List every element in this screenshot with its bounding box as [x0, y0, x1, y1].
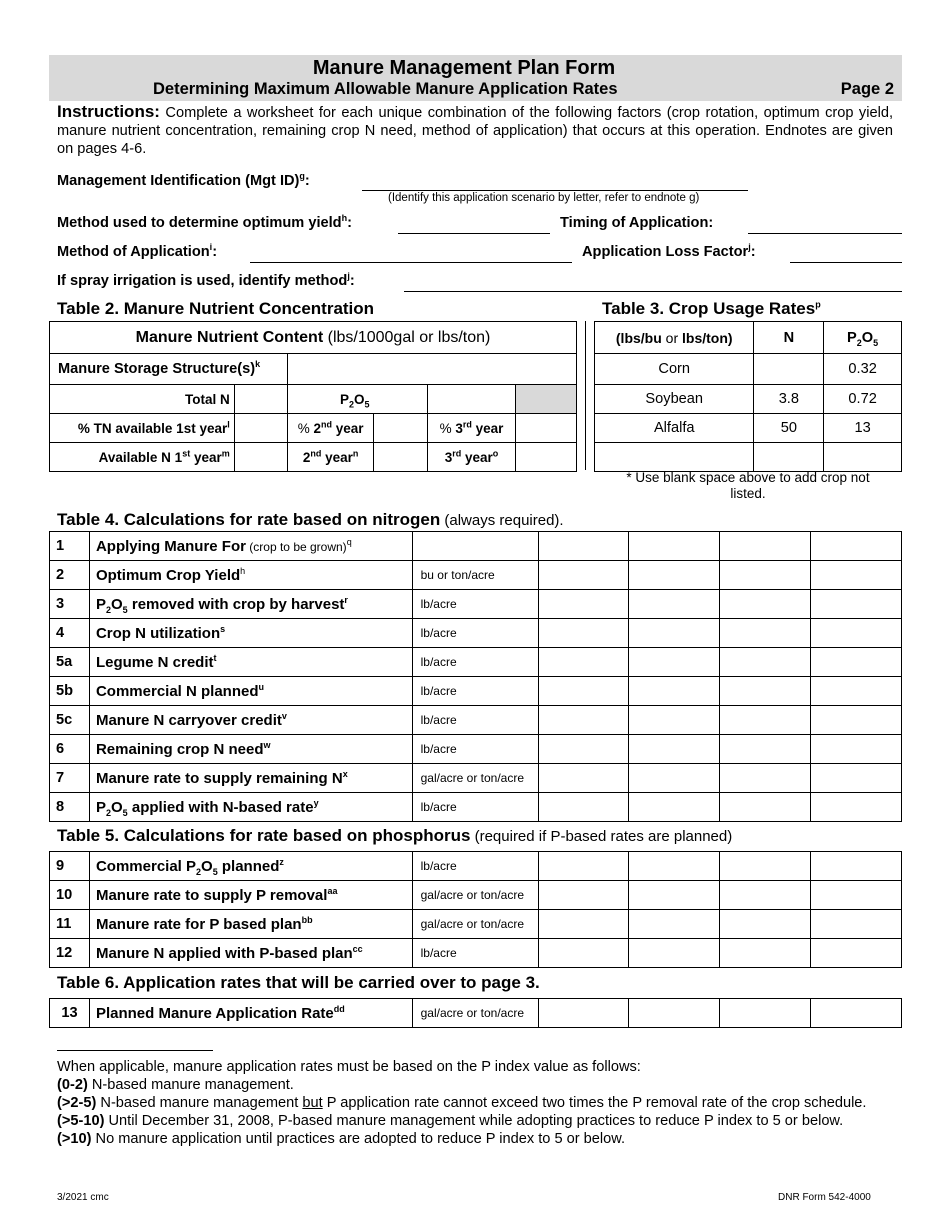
input-cell[interactable]	[811, 939, 902, 968]
table-row	[50, 677, 902, 706]
footnote-intro: When applicable, manure application rates must be based on the P index value as follows:	[57, 1059, 641, 1075]
table-row	[50, 910, 902, 939]
table2-tn-sup: l	[227, 419, 230, 429]
row-sup: h	[240, 565, 246, 576]
table-row	[50, 939, 902, 968]
input-cell[interactable]	[811, 764, 902, 793]
row-unit: gal/acre or ton/acre	[412, 764, 538, 793]
method-label-text: Method of Application	[57, 244, 210, 260]
row-label	[89, 910, 412, 939]
footnote-1-text: N-based manure management.	[87, 1077, 294, 1093]
input-cell[interactable]	[629, 561, 720, 590]
input-cell[interactable]	[811, 881, 902, 910]
row-number: 1	[50, 532, 90, 561]
table-row	[50, 561, 902, 590]
table-row	[50, 852, 902, 881]
row-unit: lb/acre	[412, 677, 538, 706]
row-sup: aa	[327, 885, 338, 896]
table3-title	[602, 299, 821, 319]
table2-yr2: 2nd year$^n$	[288, 443, 374, 472]
form-subtitle: Determining Maximum Allowable Manure Application Rates	[153, 80, 618, 98]
table3-p: 0.32	[824, 354, 902, 385]
table2-yr3: 3rd year$^o$	[427, 443, 516, 472]
footnote-3	[57, 1112, 893, 1130]
table2-total-n-cell[interactable]	[234, 385, 288, 414]
row-label-text: Planned Manure Application Rate	[95, 1004, 334, 1022]
row-sup: s	[220, 623, 226, 634]
input-cell[interactable]	[720, 561, 811, 590]
row-label-text: Legume N credit	[95, 653, 214, 671]
table3-n: 3.8	[754, 385, 824, 414]
row-label-text: Manure N carryover credit	[95, 711, 282, 729]
mgt-id-sup: g	[299, 171, 305, 182]
table-row	[50, 590, 902, 619]
row-sup: q	[346, 536, 352, 547]
input-cell[interactable]	[720, 910, 811, 939]
row-unit: bu or ton/acre	[412, 561, 538, 590]
table3-crop: Alfalfa	[595, 414, 754, 443]
input-cell[interactable]	[629, 793, 720, 822]
row-sup: bb	[301, 914, 313, 925]
input-cell[interactable]	[538, 619, 629, 648]
input-cell[interactable]	[538, 939, 629, 968]
row-unit: lb/acre	[412, 590, 538, 619]
table2-yr3-sup: o	[492, 448, 499, 458]
input-cell[interactable]	[811, 735, 902, 764]
table3-n[interactable]	[754, 354, 824, 385]
row-unit: lb/acre	[412, 735, 538, 764]
table3-crop[interactable]	[595, 443, 754, 472]
input-cell[interactable]	[811, 619, 902, 648]
input-cell[interactable]	[538, 706, 629, 735]
row-label: Commercial $P_2O_5$ planned$^z$	[89, 852, 412, 881]
table2-pct-3rd-cell[interactable]	[516, 414, 577, 443]
table2-tn-available	[50, 414, 235, 443]
input-cell[interactable]	[811, 999, 902, 1028]
table-row	[50, 764, 902, 793]
input-cell[interactable]	[629, 881, 720, 910]
row-label: $P_2O_5$ removed with crop by harvest$^r$	[89, 590, 412, 619]
row-label-text: Manure rate to supply P removal	[95, 886, 328, 904]
optimum-yield-sup: h	[341, 213, 348, 224]
table5-title-text: Table 5. Calculations for rate based on phosphorus	[57, 826, 471, 845]
input-cell[interactable]	[538, 793, 629, 822]
row-unit: lb/acre	[412, 793, 538, 822]
table3-title-sup: p	[815, 299, 821, 310]
row-sup: w	[263, 739, 271, 750]
table2-pct-2nd-cell[interactable]	[374, 414, 428, 443]
table3-unit-header	[595, 322, 754, 354]
table2-p2o5-cell[interactable]	[427, 385, 516, 414]
input-cell[interactable]	[811, 532, 902, 561]
table2-p2o5-cell-a[interactable]	[374, 385, 428, 414]
input-cell[interactable]	[538, 590, 629, 619]
row-label-text: Manure N applied with P-based plan	[95, 944, 353, 962]
row-label-text: Remaining crop N need	[95, 740, 264, 758]
footnote-1-range: (0-2)	[57, 1077, 88, 1093]
row-label-text: Crop N utilization	[95, 624, 221, 642]
table3-p: 0.72	[824, 385, 902, 414]
spray-sup: j	[347, 271, 350, 282]
input-cell[interactable]	[811, 677, 902, 706]
table-row	[50, 648, 902, 677]
table2-tn-available-text: % TN available 1st year	[77, 420, 228, 436]
row-label	[89, 677, 412, 706]
input-cell[interactable]	[811, 648, 902, 677]
row-unit: gal/acre or ton/acre	[412, 881, 538, 910]
input-cell[interactable]	[720, 939, 811, 968]
mgt-id-label: Management Identification (Mgt ID)$^g$:	[57, 171, 310, 189]
table2	[49, 321, 577, 472]
optimum-yield-field[interactable]	[398, 233, 550, 234]
row-label: $P_2O_5$ applied with N-based rate$^y$	[89, 793, 412, 822]
loss-label-text: Application Loss Factor	[582, 244, 749, 260]
input-cell[interactable]	[538, 532, 629, 561]
table2-avail-n: Available N 1st year$^m$	[50, 443, 235, 472]
row-label-text: Applying Manure For	[95, 537, 246, 555]
footnote-2-emph: but	[302, 1095, 323, 1111]
table3-unit-b: lbs/ton)	[682, 329, 733, 346]
table2-yr2-sup: n	[352, 448, 359, 458]
row-label	[89, 999, 412, 1028]
table2-yr3-cell[interactable]	[516, 443, 577, 472]
table2-avail-cell[interactable]	[234, 443, 288, 472]
row-sup: u	[258, 681, 265, 692]
row-number: 9	[50, 852, 90, 881]
table2-storage-text: Manure Storage Structure(s)	[58, 361, 256, 377]
input-cell[interactable]	[720, 619, 811, 648]
row-label	[89, 735, 412, 764]
table2-content-unit: (lbs/1000gal or lbs/ton)	[327, 328, 491, 346]
row-label-text: Manure rate for P based plan	[95, 915, 302, 933]
row-unit: gal/acre or ton/acre	[412, 999, 538, 1028]
table2-yr2-cell[interactable]	[374, 443, 428, 472]
instructions-label: Instructions:	[57, 102, 160, 121]
input-cell[interactable]	[811, 706, 902, 735]
input-cell[interactable]	[538, 910, 629, 939]
footnote-2-text-b: P application rate cannot exceed two times the P removal rate of the crop schedule.	[322, 1095, 867, 1111]
input-cell[interactable]	[720, 881, 811, 910]
row-number: 5b	[50, 677, 90, 706]
input-cell[interactable]	[629, 619, 720, 648]
input-cell[interactable]	[720, 532, 811, 561]
footnotes	[57, 1058, 893, 1148]
footnote-separator	[57, 1050, 213, 1051]
table4-title	[57, 510, 564, 530]
row-unit: lb/acre	[412, 939, 538, 968]
input-cell[interactable]	[538, 677, 629, 706]
row-sup: cc	[352, 943, 363, 954]
row-unit: lb/acre	[412, 619, 538, 648]
row-label-note: (crop to be grown)	[245, 539, 347, 554]
input-cell[interactable]	[720, 999, 811, 1028]
input-cell[interactable]	[811, 561, 902, 590]
input-cell[interactable]	[538, 561, 629, 590]
row-label	[89, 648, 412, 677]
table2-storage-sup: k	[255, 359, 261, 370]
timing-label: Timing of Application:	[560, 215, 714, 231]
table2-p2o5-label: $P_2O_5$	[288, 385, 374, 414]
input-cell[interactable]	[538, 881, 629, 910]
spray-label-text: If spray irrigation is used, identify method	[57, 273, 348, 289]
row-sup: r	[344, 594, 348, 605]
table5-title	[57, 826, 732, 846]
table3-title-text: Table 3. Crop Usage Rates	[602, 299, 816, 318]
mgt-id-field[interactable]	[362, 190, 748, 191]
input-cell[interactable]	[720, 852, 811, 881]
footnote-2-text-a: N-based manure management	[96, 1095, 303, 1111]
loss-label: Application Loss Factor$^j$:	[582, 242, 756, 260]
table-row	[50, 619, 902, 648]
input-cell[interactable]	[538, 852, 629, 881]
input-cell[interactable]	[629, 852, 720, 881]
table4	[49, 531, 902, 822]
instructions	[57, 103, 893, 158]
table2-pct-3rd: % 3rd year	[427, 414, 516, 443]
row-number: 7	[50, 764, 90, 793]
row-unit	[412, 532, 538, 561]
method-field[interactable]	[250, 262, 572, 263]
row-unit: lb/acre	[412, 648, 538, 677]
input-cell[interactable]	[629, 735, 720, 764]
table6	[49, 998, 902, 1028]
row-sup: v	[281, 710, 287, 721]
table-row	[50, 532, 902, 561]
table3-note: * Use blank space above to add crop not listed.	[626, 470, 870, 501]
input-cell[interactable]	[629, 910, 720, 939]
row-number: 10	[50, 881, 90, 910]
row-number: 6	[50, 735, 90, 764]
row-sup: dd	[333, 1003, 345, 1014]
table2-title: Table 2. Manure Nutrient Concentration	[57, 299, 375, 318]
input-cell[interactable]	[538, 999, 629, 1028]
method-sup: i	[209, 242, 213, 253]
input-cell[interactable]	[538, 735, 629, 764]
input-cell[interactable]	[811, 852, 902, 881]
table-row	[50, 706, 902, 735]
table2-avail-sup: m	[221, 448, 230, 458]
row-unit: gal/acre or ton/acre	[412, 910, 538, 939]
table-row	[50, 881, 902, 910]
input-cell[interactable]	[720, 793, 811, 822]
footnote-1	[57, 1076, 893, 1094]
table3-unit-a: (lbs/bu	[615, 329, 662, 346]
table3-unit-or: or	[661, 329, 683, 346]
input-cell[interactable]	[538, 648, 629, 677]
input-cell[interactable]	[720, 764, 811, 793]
table2-shaded-cell	[516, 385, 577, 414]
page-number: Page 2	[840, 80, 894, 98]
table3-n: 50	[754, 414, 824, 443]
loss-sup: j	[748, 242, 751, 253]
row-number: 4	[50, 619, 90, 648]
row-sup: y	[313, 797, 319, 808]
row-label	[89, 764, 412, 793]
footnote-3-text: Until December 31, 2008, P-based manure management while adopting practices to reduce P index to 5 or below.	[104, 1113, 844, 1129]
footnote-4	[57, 1130, 893, 1148]
input-cell[interactable]	[629, 706, 720, 735]
input-cell[interactable]	[629, 939, 720, 968]
row-sup: z	[279, 856, 284, 867]
row-number: 3	[50, 590, 90, 619]
table2-tn-cell[interactable]	[234, 414, 288, 443]
table3-p-header: $P_2O_5$	[824, 322, 902, 354]
row-number: 13	[50, 999, 90, 1028]
optimum-yield-label: Method used to determine optimum yield$^h$:	[57, 213, 352, 231]
table4-title-text: Table 4. Calculations for rate based on nitrogen	[57, 510, 441, 529]
footnote-4-range: (>10)	[57, 1131, 92, 1147]
row-label	[89, 561, 412, 590]
footnote-3-range: (>5-10)	[57, 1113, 105, 1129]
mgt-id-hint: (Identify this application scenario by letter, refer to endnote g)	[388, 192, 700, 204]
table-row	[50, 793, 902, 822]
footnote-2-range: (>2-5)	[57, 1095, 97, 1111]
row-number: 8	[50, 793, 90, 822]
row-label-text: Commercial N planned	[95, 682, 259, 700]
table2-content-header	[50, 322, 577, 354]
table6-title: Table 6. Application rates that will be carried over to page 3.	[57, 973, 540, 992]
form-header	[49, 55, 902, 101]
table2-storage-cell[interactable]	[288, 354, 577, 385]
row-sup: t	[213, 652, 217, 663]
footer-form-number: DNR Form 542-4000	[778, 1192, 871, 1203]
row-number: 5a	[50, 648, 90, 677]
table3-p[interactable]	[824, 443, 902, 472]
input-cell[interactable]	[629, 532, 720, 561]
row-label-text: Optimum Crop Yield	[95, 566, 241, 584]
table2-content-label: Manure Nutrient Content	[135, 328, 324, 346]
input-cell[interactable]	[720, 648, 811, 677]
timing-field[interactable]	[748, 233, 902, 234]
optimum-yield-text: Method used to determine optimum yield	[57, 215, 342, 231]
row-number: 11	[50, 910, 90, 939]
input-cell[interactable]	[629, 677, 720, 706]
input-cell[interactable]	[538, 764, 629, 793]
row-label	[89, 706, 412, 735]
table2-storage-label	[50, 354, 288, 385]
table5-title-note: (required if P-based rates are planned)	[470, 828, 733, 845]
mgt-id-label-text: Management Identification (Mgt ID)	[57, 173, 300, 189]
input-cell[interactable]	[629, 590, 720, 619]
input-cell[interactable]	[811, 910, 902, 939]
table3-crop: Soybean	[595, 385, 754, 414]
row-label	[89, 532, 412, 561]
footnote-4-text: No manure application until practices are adopted to reduce P index to 5 or below.	[91, 1131, 626, 1147]
input-cell[interactable]	[720, 706, 811, 735]
row-label-text: Manure rate to supply remaining N	[95, 769, 343, 787]
table-divider-line	[585, 321, 586, 470]
form-title: Manure Management Plan Form	[312, 57, 616, 79]
row-label	[89, 881, 412, 910]
input-cell[interactable]	[720, 677, 811, 706]
spray-label: If spray irrigation is used, identify method$^j$:	[57, 271, 355, 289]
table2-pct-2nd: % 2nd year	[288, 414, 374, 443]
input-cell[interactable]	[629, 648, 720, 677]
input-cell[interactable]	[720, 590, 811, 619]
table4-title-note: (always required).	[440, 512, 564, 529]
instructions-text: Complete a worksheet for each unique combination of the following factors (crop rotation, optimum crop yield, manure nutrient concentration, remaining crop N need, method of application) that occurs at this operation. Endnotes are given on pages 4-6.	[57, 105, 893, 157]
row-number: 5c	[50, 706, 90, 735]
footnote-2	[57, 1094, 893, 1112]
row-unit: lb/acre	[412, 852, 538, 881]
row-number: 2	[50, 561, 90, 590]
table2-total-n: Total N	[50, 385, 235, 414]
row-sup: x	[342, 768, 348, 779]
table3-n[interactable]	[754, 443, 824, 472]
input-cell[interactable]	[811, 590, 902, 619]
table-row	[50, 999, 902, 1028]
loss-field[interactable]	[790, 262, 902, 263]
footer-date: 3/2021 cmc	[57, 1192, 109, 1203]
table3-crop: Corn	[595, 354, 754, 385]
table3-n-header: N	[754, 322, 824, 354]
table5	[49, 851, 902, 968]
row-label	[89, 939, 412, 968]
input-cell[interactable]	[629, 999, 720, 1028]
table3-p: 13	[824, 414, 902, 443]
row-unit: lb/acre	[412, 706, 538, 735]
input-cell[interactable]	[629, 764, 720, 793]
table-row	[50, 735, 902, 764]
row-number: 12	[50, 939, 90, 968]
input-cell[interactable]	[811, 793, 902, 822]
spray-field[interactable]	[404, 291, 902, 292]
input-cell[interactable]	[720, 735, 811, 764]
table3	[594, 321, 902, 472]
method-label: Method of Application$^i$:	[57, 242, 218, 260]
row-label	[89, 619, 412, 648]
